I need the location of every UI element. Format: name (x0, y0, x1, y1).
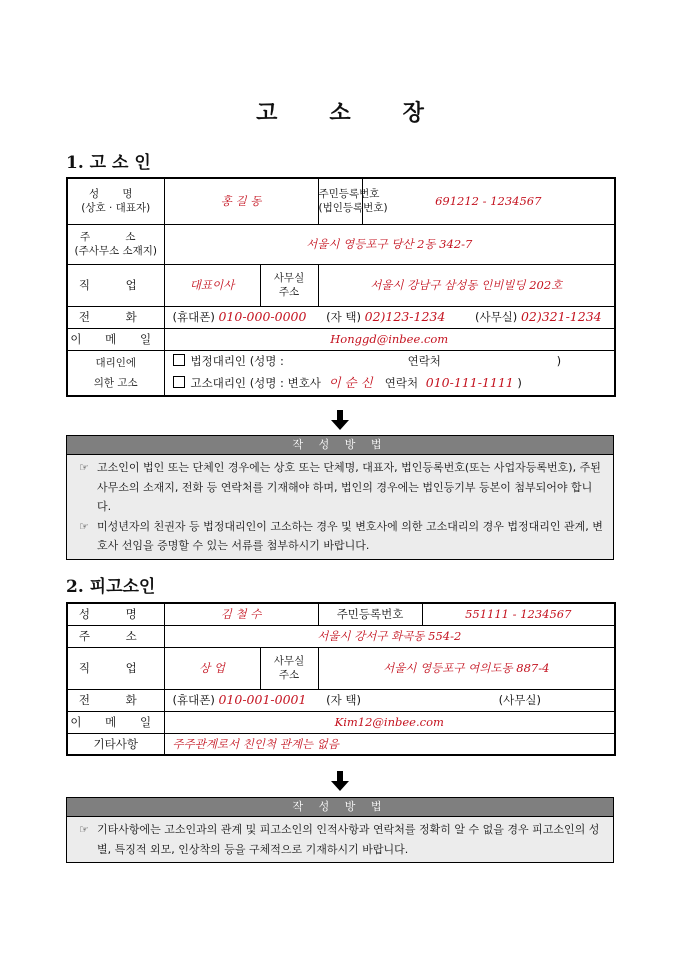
etc-label: 기타사항 (67, 733, 164, 755)
complainant-mobile[interactable]: 010-000-0000 (218, 309, 307, 324)
accused-name-label: 성 명 (67, 603, 164, 625)
guide-item: ☞ 미성년자의 친권자 등 법정대리인이 고소하는 경우 및 변호사에 의한 고소대리의 경우 법정대리인 관계, 변호사 선임을 증명할 수 있는 서류를 첨부하시기 바랍니다. (79, 517, 605, 556)
agent-name[interactable]: 이 순 신 (328, 375, 373, 391)
complainant-email[interactable]: Honggd@inbee.com (164, 328, 615, 350)
title-char: 장 (402, 100, 424, 126)
accused-etc[interactable]: 주주관계로서 친인척 관계는 없음 (164, 733, 615, 755)
guide-item: ☞ 고소인이 법인 또는 단체인 경우에는 상호 또는 단체명, 대표자, 법인등록번호(또는 사업자등록번호), 주된 사무소의 소재지, 전화 등 연락처를 기재해야 하며, 법인의 경우에는 법인등기부 등본이 첨부되어야 합니다. (79, 458, 605, 517)
agent-contact[interactable]: 010-111-1111 (425, 375, 514, 391)
down-arrow-icon (331, 771, 349, 791)
section-heading-complainant: 1. 고 소 인 (66, 153, 151, 173)
accused-job[interactable]: 상 업 (164, 647, 260, 689)
accused-job-label: 직 업 (67, 647, 164, 689)
job-label: 직 업 (67, 264, 164, 306)
pointing-hand-icon: ☞ (79, 519, 89, 533)
complainant-home-phone[interactable]: 02)123-1234 (364, 309, 446, 324)
title-char: 소 (329, 100, 351, 126)
pointing-hand-icon: ☞ (79, 461, 89, 474)
title-char: 고 (256, 100, 278, 126)
rrn-label-cell: 주민등록번호 (법인등록번호) (318, 178, 362, 224)
down-arrow-icon (331, 410, 349, 430)
complainant-table (66, 177, 616, 397)
complainant-rrn[interactable]: 691212 - 1234567 (362, 178, 615, 224)
guide-header: 작 성 방 법 (67, 436, 613, 455)
section-heading-accused: 2. 피고소인 (66, 577, 156, 597)
legal-representative-row: 법정대리인 (성명 : 연락처 ) (173, 351, 613, 372)
complainant-phones: (휴대폰) 010-000-0000 (자 택) 02)123-1234 (사무실) 02)321-1234 (164, 306, 615, 328)
accused-office-address[interactable]: 서울시 영등포구 여의도동 887-4 (318, 647, 615, 689)
complainant-office-address[interactable]: 서울시 강남구 삼성동 인비빌딩 202호 (318, 264, 615, 306)
accused-address-label: 주 소 (67, 625, 164, 647)
complaint-agent-row: 고소대리인 (성명 : 변호사 이 순 신 연락처 010-111-1111 ) (173, 372, 613, 394)
accused-mobile[interactable]: 010-001-0001 (218, 692, 307, 707)
complainant-name[interactable]: 홍 길 동 (164, 178, 318, 224)
legal-rep-checkbox[interactable] (173, 354, 185, 366)
accused-phone-label: 전 화 (67, 689, 164, 711)
accused-rrn[interactable]: 551111 - 1234567 (422, 603, 615, 625)
pointing-hand-icon: ☞ (79, 823, 89, 836)
accused-address[interactable]: 서울시 강서구 화곡동 554-2 (164, 625, 615, 647)
writing-guide-1 (66, 435, 614, 560)
address-label-cell: 주 소 (주사무소 소재지) (67, 224, 164, 264)
accused-phones: (휴대폰) 010-001-0001 (자 택) (사무실) (164, 689, 615, 711)
phone-label: 전 화 (67, 306, 164, 328)
accused-office-label-cell: 사무실 주소 (260, 647, 318, 689)
accused-email-label: 이 메 일 (67, 711, 164, 733)
guide-header: 작 성 방 법 (67, 798, 613, 817)
email-label: 이 메 일 (67, 328, 164, 350)
office-label-cell: 사무실 주소 (260, 264, 318, 306)
accused-rrn-label: 주민등록번호 (318, 603, 422, 625)
complainant-address[interactable]: 서울시 영등포구 당산 2동 342-7 (164, 224, 615, 264)
agent-label-cell: 대리인에 의한 고소 (67, 350, 164, 396)
writing-guide-2 (66, 797, 614, 863)
accused-table (66, 602, 616, 756)
agent-options (164, 350, 615, 396)
document-title (0, 96, 680, 127)
guide-item: ☞ 기타사항에는 고소인과의 관계 및 피고소인의 인적사항과 연락처를 정확히 알 수 없을 경우 피고소인의 성별, 특징적 외모, 인상착의 등을 구체적으로 기재하시기 바랍니다. (79, 820, 605, 859)
accused-email[interactable]: Kim12@inbee.com (164, 711, 615, 733)
complainant-job[interactable]: 대표이사 (164, 264, 260, 306)
accused-name[interactable]: 김 철 수 (164, 603, 318, 625)
name-label-cell: 성 명 (상호 · 대표자) (67, 178, 164, 224)
complaint-agent-checkbox[interactable] (173, 376, 185, 388)
complainant-work-phone[interactable]: 02)321-1234 (520, 309, 602, 324)
